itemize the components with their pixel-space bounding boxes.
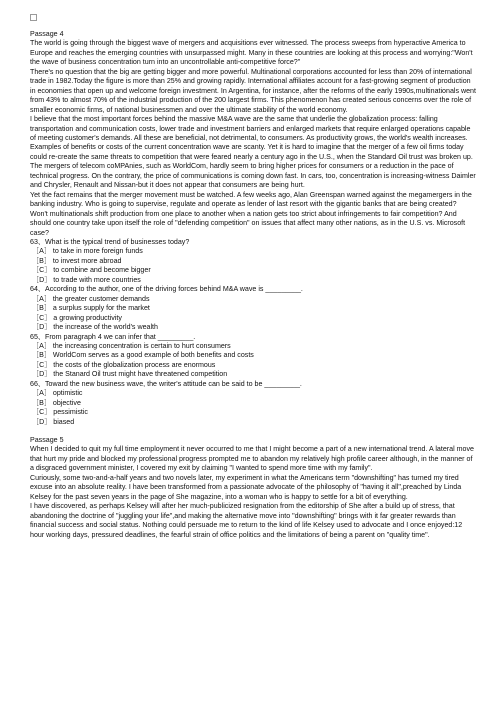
- question-64-option-c: ［C］ a growing productivity: [32, 313, 122, 322]
- passage-4-paragraph-3: I believe that the most important forces behind the massive M&A wave are the same that underlie the globalization process: falling transportation and communication costs, lower trade and investment barriers and enlarged markets that require enlarged operations capable of meeting customer's demands. All these are beneficial, not detrimental, to consumers. As productivity grows, the world's wealth increases.: [30, 115, 471, 142]
- passage-5-paragraph-3: I have discovered, as perhaps Kelsey will after her much-publicized resignation from the editorship of She after a build up of stress, that abandoning the doctrine of "juggling your life",and making the alternative move into "downshifting" brings with it far greater rewards than financial success and social status. Nothing could persuade me to return to the kind of life Kelsey used to advocate and I once enjoyed:12 hour working days, pressured deadlines, the fearful strain of office politics and the limitations of being a parent on "quality time".: [30, 502, 463, 539]
- question-63-option-c: ［C］ to combine and become bigger: [32, 266, 151, 275]
- passage-4-paragraph-4: Examples of benefits or costs of the current concentration wave are scanty. Yet it is hard to imagine that the merger of a few oil firms today could re-create the same threats to competition that were feared nearly a century ago in the U.S., when the Standard Oil trust was broken up. The mergers of telecom coMPAnies, such as WorldCom, hardly seem to bring higher prices for consumers or a reduction in the pace of technical progress. On the contrary, the price of communications is coming down fast. In cars, too, concentration is increasing-witness Daimler and Chrysler, Renault and Nissan-but it does not appear that consumers are being hurt.: [30, 143, 476, 190]
- question-65-option-b: ［B］ WorldCom serves as a good example of both benefits and costs: [32, 351, 254, 360]
- passage-4-paragraph-5: Yet the fact remains that the merger movement must be watched. A few weeks ago, Alan Greenspan warned against the megamergers in the banking industry. Who is going to supervise, regulate and operate as lender of last resort with the gigantic banks that are being created? Won't multinationals shift production from one place to another when a nation gets too strict about infringements to fair competition? And should one country take upon itself the role of "defending competition" on issues that affect many other nations, as in the U.S. vs. Microsoft case?: [30, 190, 472, 237]
- question-64-option-a: ［A］ the greater customer demands: [32, 294, 150, 303]
- question-65-option-a: ［A］ the increasing concentration is certain to hurt consumers: [32, 341, 231, 350]
- passage-4-paragraph-2: There's no question that the big are getting bigger and more powerful. Multinational corporations accounted for less than 20% of international trade in 1982.Today the figure is more than 25% and growing rapidly. International affiliates account for a fast-growing segment of production in economies that open up and welcome foreign investment. In Argentina, for instance, after the reforms of the early 1990s,multinationals went from 43% to almost 70% of the industrial production of the 200 largest firms. This phenomenon has created serious concerns over the role of smaller economic firms, of national businessmen and over the ultimate stability of the world economy.: [30, 67, 476, 114]
- question-65-option-c: ［C］ the costs of the globalization process are enormous: [32, 360, 216, 369]
- question-65-stem: 65、From paragraph 4 we can infer that _________.: [30, 332, 196, 341]
- question-64-option-d: ［D］ the increase of the world's wealth: [32, 323, 158, 332]
- passage-4-paragraph-1: The world is going through the biggest wave of mergers and acquisitions ever witnessed. The process sweeps from hyperactive America to Europe and reaches the emerging countries with unsurpassed might. Many in these countries are looking at this process and worrying:"Won't the wave of business concentration turn into an uncontrollable anti-competitive force?": [30, 39, 473, 67]
- passage-4-title: Passage 4: [30, 30, 64, 38]
- passage-5-paragraph-1: When I decided to quit my full time employment it never occurred to me that I might become a part of a new international trend. A lateral move that hurt my pride and blocked my professional progress prompted me to abandon my relatively high profile career although, in the manner of a disgraced government minister, I covered my exit by claiming "I wanted to spend more time with my family".: [30, 445, 474, 473]
- question-63-option-d: ［D］ to trade with more countries: [32, 275, 141, 284]
- document-body: [30, 30, 476, 540]
- passage-5-paragraph-2: Curiously, some two-and-a-half years and two novels later, my experiment in what the Americans term "downshifting" has turned my tired excuse into an absolute reality. I have been transformed from a passionate advocate of the philosophy of "having it all",preached by Linda Kelsey for the past seven years in the page of She magazine, into a woman who is happy to settle for a bit of everything.: [30, 473, 462, 501]
- question-65-option-d: ［D］ the Stanard Oil trust might have threatened competition: [32, 370, 228, 379]
- small-square-icon: [30, 14, 37, 21]
- question-64-stem: 64、According to the author, one of the driving forces behind M&A wave is _________.: [30, 285, 303, 294]
- question-66-option-a: ［A］ optimistic: [32, 389, 83, 398]
- question-64-option-b: ［B］ a surplus supply for the market: [32, 304, 150, 313]
- question-66-option-c: ［C］ pessimistic: [32, 408, 88, 417]
- passage-5-title: Passage 5: [30, 436, 64, 445]
- question-66-option-b: ［B］ objective: [32, 398, 81, 407]
- question-66-stem: 66、Toward the new business wave, the writer's attitude can be said to be _________.: [30, 379, 302, 388]
- question-66-option-d: ［D］ biased: [32, 417, 75, 426]
- passage-separator: [30, 427, 476, 436]
- question-63-option-a: ［A］ to take in more foreign funds: [32, 247, 143, 256]
- question-63-option-b: ［B］ to invest more abroad: [32, 256, 122, 265]
- question-63-stem: 63、What is the typical trend of businesses today?: [30, 237, 190, 246]
